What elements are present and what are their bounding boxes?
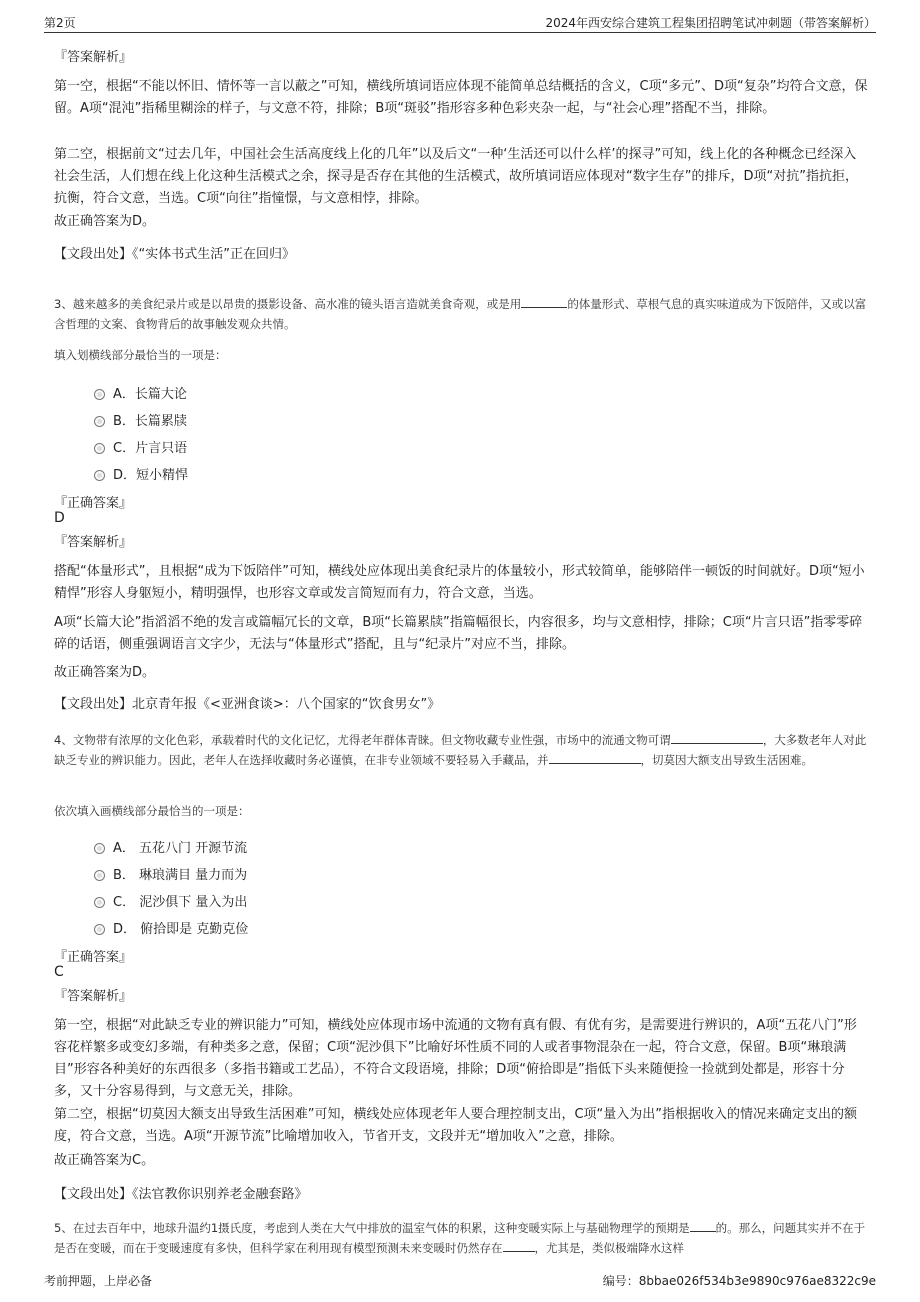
q2-analysis-p2: 第二空，根据前文“过去几年，中国社会生活高度线上化的几年”以及后文“一种‘生活还可以什么样’的探寻”可知，线上化的各种概念已经深入社会生活，人们想在线上化这种生活模式之余，探寻是否存在其他的生活模式，故所填词语应体现对“数字生存”的排斥，D项“对抗”指抗拒，抗衡，符合文意，当选。C项“向往”指憧憬，与文意相悖，排除。 [54,147,858,206]
q5-blank-2 [503,1239,535,1252]
q5-stem-part2: 的。那么，问题其实并不在于是否在变暖，而在于变暖速度有多快，但科学家在利用现有模型预测未来变暖时仍然存在 [54,1221,866,1255]
q5-stem-part1: 5、在过去百年中，地球升温约1摄氏度，考虑到人类在大气中排放的温室气体的积累，这种变暖实际上与基础物理学的预期是 [54,1221,690,1235]
q5-stem-part3: ，尤其是，类似极端降水这样 [534,1241,684,1255]
q4-answer-label: 『正确答案』 [54,950,133,965]
q3-analysis-p2: A项“长篇大论”指滔滔不绝的发言或篇幅冗长的文章，B项“长篇累牍”指篇幅很长，内容很多，均与文意相悖，排除；C项“片言只语”指零零碎碎的话语，侧重强调语言文字少，无法与“体量形式”搭配，且与“纪录片”对应不当，排除。 [54,615,863,652]
q4-prompt: 依次填入画横线部分最恰当的一项是： [54,804,250,818]
q3-option-d-label: D．短小精悍 [113,468,189,483]
q4-option-a-label: A． 五花八门 开源节流 [113,841,248,856]
radio-icon[interactable] [94,897,105,908]
q2-conclusion: 故正确答案为D。 [54,214,156,229]
q4-option-a[interactable] [94,837,247,856]
q3-stem [54,294,868,334]
radio-icon[interactable] [94,843,105,854]
q3-stem-part1: 3、越来越多的美食纪录片或是以昂贵的摄影设备、高水准的镜头语言造就美食奇观，或是用 [54,297,522,311]
q4-option-b[interactable] [94,864,247,883]
q4-option-d[interactable] [94,918,248,937]
q4-option-d-label: D． 俯拾即是 克勤克俭 [113,922,249,937]
document-code: 编号：8bbae026f534b3e9890c976ae8322c9e [602,1274,876,1288]
q3-analysis-label: 『答案解析』 [54,535,133,550]
q4-stem-part3: ，切莫因大额支出导致生活困难。 [640,753,813,767]
q3-option-b-label: B．长篇累牍 [113,414,187,429]
q4-blank-2 [549,751,641,764]
q3-option-d[interactable] [94,464,188,483]
q4-analysis-p1: 第一空，根据“对此缺乏专业的辨识能力”可知，横线处应体现市场中流通的文物有真有假、有优有劣，是需要进行辨识的，A项“五花八门”形容花样繁多或变幻多端，有种类多之意，保留；C项“泥沙俱下”比喻好坏性质不同的人或者事物混杂在一起，符合文意，保留。B项“琳琅满目”形容各种美好的东西很多（多指书籍或工艺品），不符合文段语境，排除；D项“俯拾即是”指低下头来随便捡一捡就到处都是，形容十分多，又十分容易得到，与文意无关，排除。 [54,1018,857,1099]
radio-icon[interactable] [94,470,105,481]
q3-answer: D [54,510,65,526]
page-header [44,12,876,33]
q4-blank-1 [671,731,763,744]
q3-blank [521,295,567,308]
q3-answer-label: 『正确答案』 [54,496,133,511]
radio-icon[interactable] [94,443,105,454]
q3-option-b[interactable] [94,410,187,429]
page-footer [44,1268,876,1288]
q2-source: 【文段出处】《“实体书式生活”正在回归》 [54,247,295,262]
q4-stem-part2: ，大多数老年人对此缺乏专业的辨识能力。因此，老年人在选择收藏时务必谨慎，在非专业领域不要轻易入手藏品，并 [54,733,867,767]
q2-analysis-p1: 第一空，根据“不能以怀旧、情怀等一言以蔽之”可知，横线所填词语应体现不能简单总结概括的含义，C项“多元”、D项“复杂”均符合文意，保留。A项“混沌”指稀里糊涂的样子，与文意不符，排除；B项“斑驳”指形容多种色彩夹杂一起，与“社会心理”搭配不当，排除。 [54,79,868,116]
q3-analysis-p1: 搭配“体量形式”，且根据“成为下饭陪伴”可知，横线处应体现出美食纪录片的体量较小，形式较简单，能够陪伴一顿饭的时间就好。D项“短小精悍”形容人身躯短小，精明强悍，也形容文章或发言简短而有力，符合文意，当选。 [54,564,865,601]
q5-blank-1 [690,1219,716,1232]
q3-conclusion: 故正确答案为D。 [54,665,156,680]
q3-prompt: 填入划横线部分最恰当的一项是： [54,348,227,362]
q4-conclusion: 故正确答案为C。 [54,1153,155,1168]
document-title: 2024年西安综合建筑工程集团招聘笔试冲刺题（带答案解析） [545,16,876,30]
q4-analysis-label: 『答案解析』 [54,989,133,1004]
q4-option-c-label: C． 泥沙俱下 量入为出 [113,895,248,910]
q3-option-c-label: C．片言只语 [113,441,188,456]
footer-slogan: 考前押题，上岸必备 [44,1274,153,1288]
q4-option-b-label: B． 琳琅满目 量力而为 [113,868,248,883]
q3-source: 【文段出处】北京青年报《<亚洲食谈>：八个国家的“饮食男女”》 [54,697,441,712]
q3-option-c[interactable] [94,437,187,456]
q2-analysis-label: 『答案解析』 [54,50,133,65]
q4-source: 【文段出处】《法官教你识别养老金融套路》 [54,1187,308,1202]
q4-stem-part1: 4、文物带有浓厚的文化色彩，承载着时代的文化记忆，尤得老年群体青睐。但文物收藏专业性强，市场中的流通文物可谓 [54,733,671,747]
q3-option-a[interactable] [94,383,187,402]
page-number: 第2页 [44,16,76,30]
radio-icon[interactable] [94,416,105,427]
q3-stem-part2: 的体量形式、草根气息的真实味道成为下饭陪伴，又或以富含哲理的文案、食物背后的故事触发观众共情。 [54,297,867,331]
radio-icon[interactable] [94,924,105,935]
radio-icon[interactable] [94,389,105,400]
q4-stem [54,730,868,770]
q4-answer: C [54,964,64,980]
q4-analysis-p2: 第二空，根据“切莫因大额支出导致生活困难”可知，横线处应体现老年人要合理控制支出，C项“量入为出”指根据收入的情况来确定支出的额度，符合文意，当选。A项“开源节流”比喻增加收入，节省开支，文段并无“增加收入”之意，排除。 [54,1107,858,1144]
q3-option-a-label: A．长篇大论 [113,387,187,402]
radio-icon[interactable] [94,870,105,881]
q4-option-c[interactable] [94,891,247,910]
q5-stem [54,1218,868,1260]
